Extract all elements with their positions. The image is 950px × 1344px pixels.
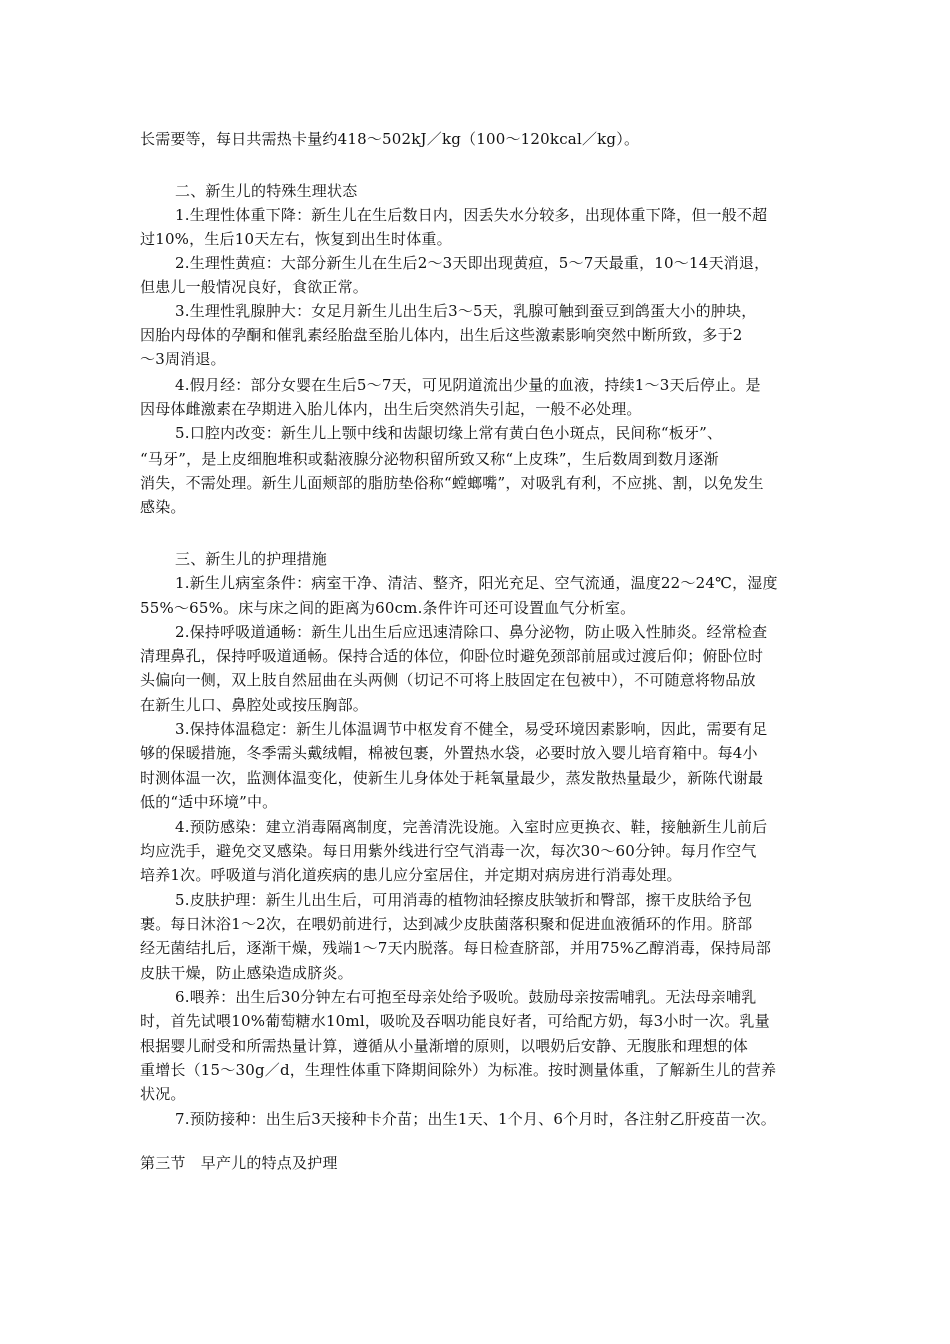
section3-p2-line1: 2.保持呼吸道通畅：新生儿出生后应迅速清除口、鼻分泌物，防止吸入性肺炎。经常检查 [175,623,768,641]
section2-p2-line1: 2.生理性黄疸：大部分新生儿在生后2～3天即出现黄疸，5～7天最重，10～14天消退， [175,254,770,272]
section3-p2-line4: 在新生儿口、鼻腔处或按压胸部。 [140,696,369,714]
section3-heading: 三、新生儿的护理措施 [175,550,328,568]
section2-p5-line2: “马牙”，是上皮细胞堆积或黏液腺分泌物积留所致又称“上皮珠”，生后数周到数月逐渐 [140,450,719,468]
section2-p1-line2: 过10%，生后10天左右，恢复到出生时体重。 [140,230,452,248]
section3-p6-line5: 状况。 [140,1085,186,1103]
section3-p3-line4: 低的“适中环境”中。 [140,793,278,811]
section2-p5-line4: 感染。 [140,498,186,516]
section3-p7-line1: 7.预防接种：出生后3天接种卡介苗；出生1天、1个月、6个月时，各注射乙肝疫苗一次。 [175,1110,776,1128]
section2-p4-line1: 4.假月经：部分女婴在生后5～7天，可见阴道流出少量的血液，持续1～3天后停止。是 [175,376,761,394]
section3-p4-line2: 均应洗手，避免交叉感染。每日用紫外线进行空气消毒一次，每次30～60分钟。每月作空气 [140,842,757,860]
section3-p6-line3: 根据婴儿耐受和所需热量计算，遵循从小量渐增的原则，以喂奶后安静、无腹胀和理想的体 [140,1037,749,1055]
section2-p4-line2: 因母体雌激素在孕期进入胎儿体内，出生后突然消失引起，一般不必处理。 [140,400,642,418]
section2-p3-line2: 因胎内母体的孕酮和催乳素经胎盘至胎儿体内，出生后这些激素影响突然中断所致，多于2 [140,326,743,344]
section2-p5-line1: 5.口腔内改变：新生儿上颚中线和齿龈切缘上常有黄白色小斑点，民间称“板牙”、 [175,424,723,442]
section2-p5-line3: 消失，不需处理。新生儿面颊部的脂肪垫俗称“螳螂嘴”，对吸乳有利，不应挑、割，以免发生 [140,474,764,492]
section3-p5-line4: 皮肤干燥，防止感染造成脐炎。 [140,964,353,982]
section3-p6-line4: 重增长（15～30g／d，生理性体重下降期间除外）为标准。按时测量体重，了解新生儿的营养 [140,1061,777,1079]
section3-p3-line3: 时测体温一次，监测体温变化，使新生儿身体处于耗氧量最少，蒸发散热量最少，新陈代谢最 [140,769,764,787]
section3-p6-line2: 时，首先试喂10%葡萄糖水10ml，吸吮及吞咽功能良好者，可给配方奶，每3小时一次。乳量 [140,1012,770,1030]
section3-p1-line2: 55%～65%。床与床之间的距离为60cm.条件许可还可设置血气分析室。 [140,599,636,617]
section3-p5-line3: 经无菌结扎后，逐渐干燥，残端1～7天内脱落。每日检查脐部，并用75%乙醇消毒，保持局部 [140,939,772,957]
section3-p3-line2: 够的保暖措施，冬季需头戴绒帽，棉被包裹，外置热水袋，必要时放入婴儿培育箱中。每4小 [140,744,758,762]
section3-p3-line1: 3.保持体温稳定：新生儿体温调节中枢发育不健全，易受环境因素影响，因此，需要有足 [175,720,768,738]
section3-p5-line2: 裹。每日沐浴1～2次，在喂奶前进行，达到减少皮肤菌落积聚和促进血液循环的作用。脐部 [140,915,753,933]
section2-p3-line3: ～3周消退。 [140,350,226,368]
section3-p5-line1: 5.皮肤护理：新生儿出生后，可用消毒的植物油轻擦皮肤皱折和臀部，擦干皮肤给予包 [175,891,753,909]
section3-p6-line1: 6.喂养：出生后30分钟左右可抱至母亲处给予吸吮。鼓励母亲按需哺乳。无法母亲哺乳 [175,988,757,1006]
section3-p2-line3: 头偏向一侧，双上肢自然屈曲在头两侧（切记不可将上肢固定在包被中），不可随意将物品放 [140,671,756,689]
section2-p1-line1: 1.生理性体重下降：新生儿在生后数日内，因丢失水分较多，出现体重下降，但一般不超 [175,206,768,224]
section2-heading: 二、新生儿的特殊生理状态 [175,182,358,200]
next-section-heading: 第三节 早产儿的特点及护理 [140,1154,338,1172]
section3-p4-line3: 培养1次。呼吸道与消化道疾病的患儿应分室居住，并定期对病房进行消毒处理。 [140,866,682,884]
intro-line: 长需要等，每日共需热卡量约418～502kJ／kg（100～120kcal／kg）。 [140,130,640,148]
section3-p2-line2: 清理鼻孔，保持呼吸道通畅。保持合适的体位，仰卧位时避免颈部前屈或过渡后仰；俯卧位时 [140,647,764,665]
section3-p4-line1: 4.预防感染：建立消毒隔离制度，完善清洗设施。入室时应更换衣、鞋，接触新生儿前后 [175,818,768,836]
section3-p1-line1: 1.新生儿病室条件：病室干净、清洁、整齐，阳光充足、空气流通，温度22～24℃，湿度 [175,574,778,592]
section2-p3-line1: 3.生理性乳腺肿大：女足月新生儿出生后3～5天，乳腺可触到蚕豆到鸽蛋大小的肿块， [175,302,757,320]
section2-p2-line2: 但患儿一般情况良好，食欲正常。 [140,278,369,296]
